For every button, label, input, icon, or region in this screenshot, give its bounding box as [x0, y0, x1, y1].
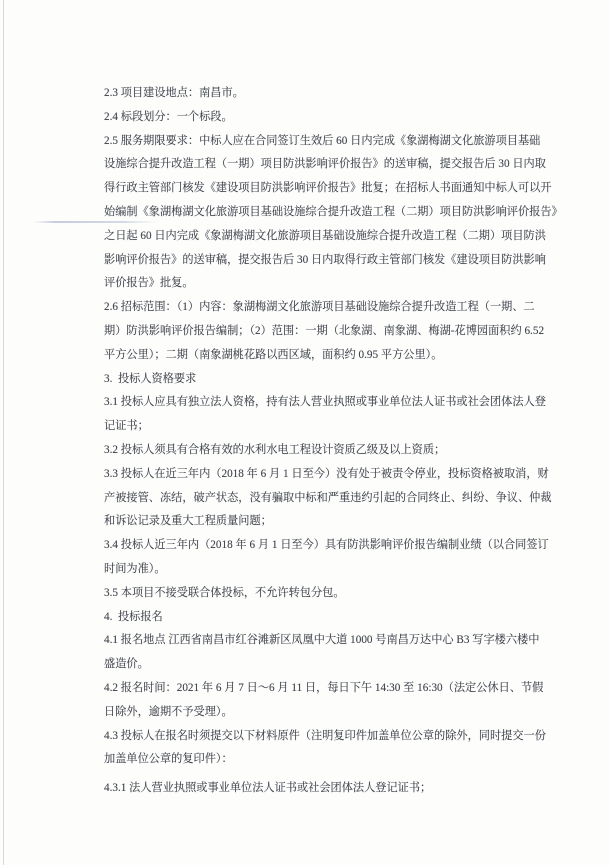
document-line: 之日起 60 日内完成《象湖梅湖文化旅游项目基础设施综合提升改造工程（二期）项目防洪	[104, 229, 546, 242]
document-line: 平方公里）；二期（南象湖桃花路以西区域，面积约 0.95 平方公里）。	[104, 348, 443, 361]
document-line: 2.5 服务期限要求：中标人应在合同签订生效后 60 日内完成《象湖梅湖文化旅游项目基础	[104, 134, 541, 147]
document-line: 3. 投标人资格要求	[104, 372, 197, 385]
document-line: 产被接管、冻结，破产状态，没有骗取中标和严重违约引起的合同终止、纠纷、争议、仲裁	[104, 491, 552, 504]
document-line: 盛造价。	[104, 658, 149, 671]
document-line: 3.5 本项目不接受联合体投标，不允许转包分包。	[104, 586, 345, 599]
document-line: 4.2 报名时间：2021 年 6 月 7 日～6 月 11 日，每日下午 14:30 至 16:30（法定公休日、节假	[104, 681, 544, 694]
document-line: 影响评价报告》的送审稿，提交报告后 30 日内取得行政主管部门核发《建设项目防洪影响	[104, 253, 546, 266]
document-line: 2.3 项目建设地点：南昌市。	[104, 87, 244, 99]
document-line: 2.4 标段划分：一个标段。	[104, 110, 233, 123]
document-line: 3.1 投标人应具有独立法人资格，持有法人营业执照或事业单位法人证书或社会团体法人登	[104, 396, 546, 409]
document-line: 4.3 投标人在报名时须提交以下材料原件（注明复印件加盖单位公章的除外，同时提交一份	[104, 729, 546, 742]
document-line: 加盖单位公章的复印件）：	[104, 753, 233, 766]
document-line: 4.1 报名地点 江西省南昌市红谷滩新区凤凰中大道 1000 号南昌万达中心 B3 写字楼六楼中	[104, 634, 540, 647]
document-line: 期）防洪影响评价报告编制；（2）范围：一期（北象湖、南象湖、梅湖-花博园面积约 6.52	[104, 324, 545, 337]
document-line: 4.3.1 法人营业执照或事业单位法人证书或社会团体法人登记证书；	[104, 782, 432, 795]
document-line: 得行政主管部门核发《建设项目防洪影响评价报告》批复；在招标人书面通知中标人可以开	[104, 182, 552, 195]
document-line: 4. 投标报名	[104, 610, 163, 623]
document-line: 2.6 招标范围：（1）内容：象湖梅湖文化旅游项目基础设施综合提升改造工程（一期、二	[104, 301, 535, 314]
document-line: 记证书；	[104, 420, 149, 433]
document-line: 设施综合提升改造工程（一期）项目防洪影响评价报告》的送审稿，提交报告后 30 日内取	[104, 158, 546, 171]
document-line: 3.2 投标人须具有合格有效的水利水电工程设计资质乙级及以上资质；	[104, 443, 446, 456]
document-line: 3.3 投标人在近三年内（2018 年 6 月 1 日至今）没有处于被责令停业，投标资格被取消，财	[104, 467, 549, 480]
document-line: 3.4 投标人近三年内（2018 年 6 月 1 日至今）具有防洪影响评价报告编制业绩（以合同签订	[104, 539, 549, 552]
document-line: 日除外，逾期不予受理）。	[104, 705, 233, 718]
scan-edge-shadow	[3, 0, 4, 865]
document-line: 和诉讼记录及重大工程质量问题；	[104, 515, 272, 528]
document-line: 始编制《象湖梅湖文化旅游项目基础设施综合提升改造工程（二期）项目防洪影响评价报告》	[104, 205, 563, 218]
document-text	[104, 82, 564, 801]
document-line: 时间为准）。	[104, 562, 166, 575]
document-line: 评价报告》批复。	[104, 277, 194, 290]
